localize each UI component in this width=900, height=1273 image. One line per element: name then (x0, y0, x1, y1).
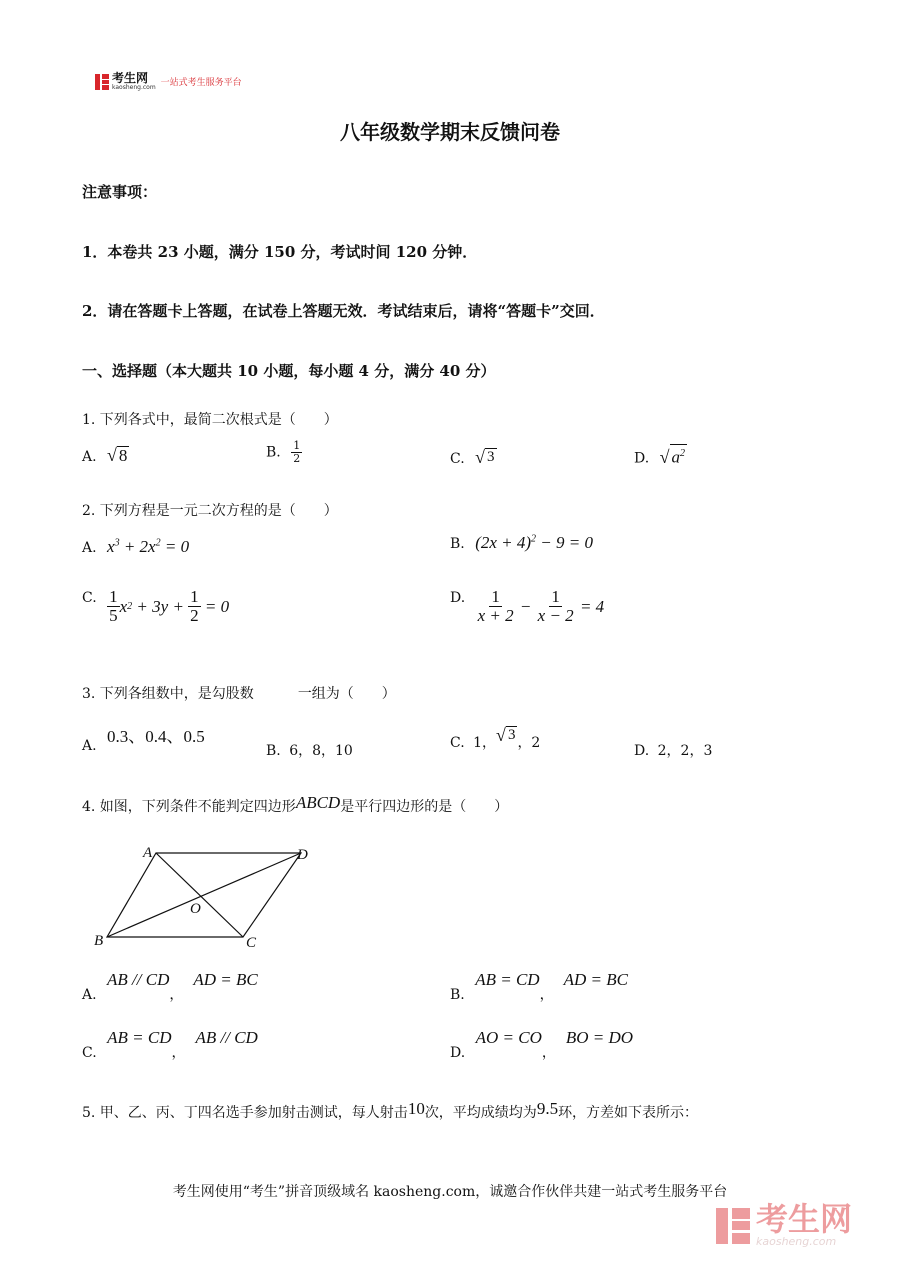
q2-option-b (450, 533, 593, 553)
option-label: D. (634, 450, 650, 467)
point-b-label: B (94, 933, 104, 949)
q1-option-b (266, 440, 302, 465)
watermark (716, 1200, 853, 1248)
option-label: A. (82, 540, 97, 556)
q1-d-sqrt: √ $a^2$ (660, 444, 687, 466)
exponent: 2 (680, 448, 686, 459)
diagonal-ac (156, 853, 243, 937)
option-label: B. (266, 444, 281, 461)
q2-b-expr: $(2x + 4)^2 - 9 = 0$ (475, 533, 593, 552)
q3-option-d (634, 740, 712, 760)
option-label: C. (82, 590, 97, 606)
q3-option-c: C. 1， √ 3 ，2 (450, 725, 541, 751)
option-label: C. (82, 1045, 97, 1061)
point-c-label: C (246, 935, 257, 951)
q2-a-expr: $x^3 + 2x^2 = 0$ (107, 537, 190, 556)
q2-d-expr: $\frac{1}{x + 2}$ − $\frac{1}{x - 2}$ = 4 (477, 587, 605, 625)
radicand: 3 (487, 449, 495, 465)
page-footer: 考生网使用“考生”拼音顶级域名 kaosheng.com，诚邀合作伙伴共建一站式考生服务平台 (172, 1184, 728, 1200)
option-value: 2，2，3 (657, 743, 713, 759)
page-title: 八年级数学期末反馈问卷 (340, 120, 560, 144)
stem-part: 一组为（ ） (297, 686, 396, 702)
logo-domain: kaosheng.com (112, 84, 156, 91)
q3-c-sqrt: √ 3 (496, 725, 516, 745)
q3-option-a (82, 727, 205, 755)
question-3-stem (82, 683, 396, 703)
q4-option-b: B. AB = CD，AD = BC (450, 970, 628, 1003)
option-label: B. (266, 743, 281, 759)
option-label: B. (450, 987, 465, 1003)
radicand: 8 (118, 446, 128, 465)
denominator: 2 (293, 452, 301, 465)
option-label: D. (450, 1045, 466, 1061)
q2-option-a (82, 537, 189, 557)
q3-option-b (266, 740, 353, 760)
option-label: B. (450, 536, 465, 552)
q1-b-fraction (291, 440, 302, 465)
q1-c-sqrt: √ 3 (475, 447, 495, 467)
note-item-1: 1．本卷共 23 小题，满分 150 分，考试时间 120 分钟． (82, 243, 478, 261)
q4-option-a: A. AB // CD，AD = BC (82, 970, 258, 1003)
logo-slogan: 一站式考生服务平台 (160, 78, 242, 88)
parallelogram-figure (90, 838, 330, 958)
option-value: 6，8，10 (289, 743, 353, 759)
option-label: D. (634, 743, 650, 759)
base: a (671, 447, 681, 467)
option-label: A. (82, 738, 97, 754)
question-5-stem: 5. 甲、乙、丙、丁四名选手参加射击测试，每人射击10次，平均成绩均为9.5环，方差如下表所示： (82, 1099, 699, 1121)
logo-name: 考生网 (112, 71, 149, 85)
question-2-stem: 2. 下列方程是一元二次方程的是（ ） (82, 503, 338, 519)
q1-a-sqrt: √ 8 (107, 445, 128, 465)
point-a-label: A (143, 845, 153, 861)
q2-option-d (450, 588, 604, 625)
stem-part: 3. 下列各组数中，是勾股数 (82, 686, 254, 702)
option-label: A. (82, 987, 97, 1003)
point-d-label: D (297, 847, 308, 863)
watermark-name: 考生网 (756, 1200, 853, 1238)
question-4-stem: 4. 如图，下列条件不能判定四边形ABCD是平行四边形的是（ ） (82, 793, 509, 815)
option-label: D. (450, 590, 466, 606)
numerator: 1 (293, 439, 301, 452)
question-1-stem: 1. 下列各式中，最简二次根式是（ ） (82, 412, 338, 428)
watermark-logo-icon (716, 1208, 750, 1244)
q1-option-d (634, 444, 687, 467)
note-item-2: 2．请在答题卡上答题，在试卷上答题无效．考试结束后，请将“答题卡”交回． (82, 302, 605, 320)
watermark-domain: kaosheng.com (756, 1235, 837, 1248)
logo-icon (95, 74, 109, 90)
notes-heading: 注意事项： (82, 183, 158, 201)
header-logo (95, 72, 242, 91)
point-o-label: O (190, 901, 201, 917)
q2-option-c (82, 588, 229, 625)
q2-c-expr: $\frac{1}{5}$ x 2 + 3y + $\frac{1}{2}$ = 0 (109, 587, 230, 625)
option-value: 0.3、0.4、0.5 (107, 727, 205, 746)
q1-option-c (450, 448, 497, 467)
q4-option-c: C. AB = CD，AB // CD (82, 1028, 258, 1061)
q1-option-a (82, 446, 129, 465)
option-label: C. (450, 451, 465, 467)
option-label: A. (82, 449, 97, 465)
section-heading: 一、选择题（本大题共 10 小题，每小题 4 分，满分 40 分） (82, 362, 496, 380)
q4-option-d: D. AO = CO，BO = DO (450, 1028, 634, 1061)
option-label: C. (450, 735, 465, 751)
